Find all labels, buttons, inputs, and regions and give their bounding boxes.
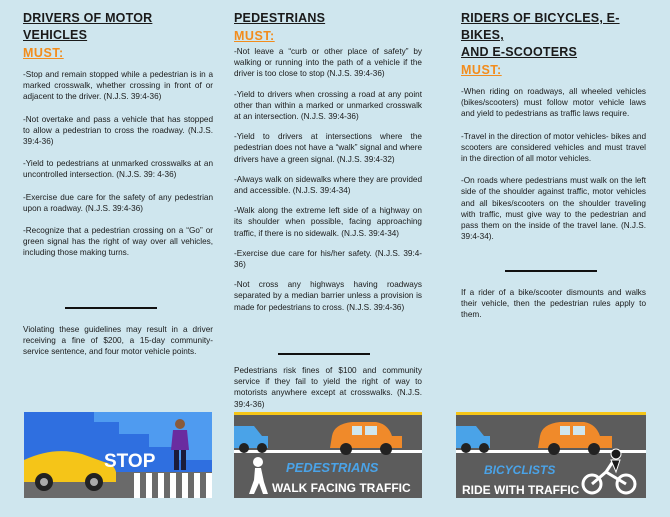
pedestrians-rule-1: -Not leave a “curb or other place of safety” by walking or running into the path of a vehicle if the driver is too close to stop (N.J.S. 39:4-36) bbox=[234, 47, 422, 79]
pedestrians-illustration bbox=[234, 412, 422, 498]
pedestrians-rule-3: -Yield to drivers at intersections where the pedestrian does not have a “walk” signal and where drivers have a green signal. (N.J.S. 39:4-32) bbox=[234, 132, 422, 164]
drivers-rule-5: -Recognize that a pedestrian crossing on a “Go” or green signal has the right of way over all vehicles, including those making turns. bbox=[23, 226, 213, 258]
pedestrians-column bbox=[234, 0, 422, 313]
drivers-penalty: Violating these guidelines may result in a driver receiving a fine of $200, a 15-day community-service sentence, and four motor vehicle points. bbox=[23, 325, 213, 357]
stop-label: STOP bbox=[104, 451, 156, 472]
pedestrians-must: MUST: bbox=[234, 29, 275, 43]
riders-divider bbox=[505, 270, 597, 272]
drivers-rule-3: -Yield to pedestrians at unmarked crosswalks at an uncontrolled intersection. (N.J.S. 39: 4-36) bbox=[23, 159, 213, 180]
stop-scene-svg bbox=[24, 412, 212, 498]
drivers-must: MUST: bbox=[23, 46, 64, 60]
bicyclists-illustration bbox=[456, 412, 646, 498]
pedestrians-heading: PEDESTRIANS bbox=[234, 11, 326, 25]
pedestrians-title: PEDESTRIANS bbox=[286, 460, 379, 475]
drivers-rule-4: -Exercise due care for the safety of any pedestrian upon a roadway. (N.J.S. 39:4-36) bbox=[23, 192, 213, 213]
riders-note: If a rider of a bike/scooter dismounts and walks their vehicle, then the pedestrian rules apply to them. bbox=[461, 288, 646, 320]
drivers-column bbox=[23, 0, 213, 259]
pedestrians-scene-svg bbox=[234, 412, 422, 498]
pedestrians-rule-4: -Always walk on sidewalks where they are provided and accessible. (N.J.S. 39:4-34) bbox=[234, 174, 422, 196]
riders-heading-line2: AND E-SCOOTERS bbox=[461, 45, 578, 59]
pedestrians-rule-2: -Yield to drivers when crossing a road at any point other than within a marked or unmarked crosswalk at an intersection. (N.J.S. 39:4-36) bbox=[234, 89, 422, 122]
pedestrians-rule-5: -Walk along the extreme left side of a highway on its shoulder when possible, facing approaching traffic, if there is no sidewalk. (N.J.S. 39:4-34) bbox=[234, 206, 422, 238]
pedestrians-divider bbox=[278, 353, 370, 355]
drivers-rule-2: -Not overtake and pass a vehicle that has stopped to allow a pedestrian to cross the roadway. (N.J.S. 39:4-36) bbox=[23, 114, 213, 147]
pedestrians-rule-7: -Not cross any highways having roadways separated by a median barrier unless a provision is made for pedestrians to cross. (N.J.S. 39:4-36) bbox=[234, 280, 422, 312]
drivers-divider bbox=[65, 307, 157, 309]
drivers-heading: DRIVERS OF MOTOR VEHICLES bbox=[23, 11, 153, 42]
riders-column bbox=[461, 0, 646, 242]
pedestrians-rule-6: -Exercise due care for his/her safety. (N.J.S. 39:4-36) bbox=[234, 248, 422, 270]
riders-rule-1: -When riding on roadways, all wheeled vehicles (bikes/scooters) must follow motor vehicle laws and yield to pedestrians as traffic laws require. bbox=[461, 87, 646, 119]
bicyclists-scene-svg bbox=[456, 412, 646, 498]
stop-illustration bbox=[24, 412, 212, 498]
bicyclists-subtitle: RIDE WITH TRAFFIC bbox=[462, 483, 580, 497]
riders-rule-3: -On roads where pedestrians must walk on the left side of the shoulder against traffic, motor vehicles and all bikes/scooters on the shoulder traveling with traffic, must give way to the pedestrian and pass them on the inside of the travel lane. (N.J.S. 39:4-34). bbox=[461, 176, 646, 242]
riders-must: MUST: bbox=[461, 63, 502, 77]
riders-heading-line1: RIDERS OF BICYCLES, E-BIKES, bbox=[461, 11, 620, 42]
pedestrians-subtitle: WALK FACING TRAFFIC bbox=[272, 481, 411, 495]
riders-rule-2: -Travel in the direction of motor vehicles- bikes and scooters are considered vehicles and must travel in the direction of all motor vehicles. bbox=[461, 131, 646, 164]
pedestrians-penalty: Pedestrians risk fines of $100 and community service if they fail to yield the right of way to motorists anywhere except at crosswalks. (N.J.S. 39:4-36) bbox=[234, 366, 422, 409]
bicyclists-title: BICYCLISTS bbox=[484, 463, 556, 477]
drivers-rule-1: -Stop and remain stopped while a pedestrian is in a marked crosswalk, whether crossing in front of or adjacent to the driver. (N.J.S. 39:4-36) bbox=[23, 70, 213, 102]
